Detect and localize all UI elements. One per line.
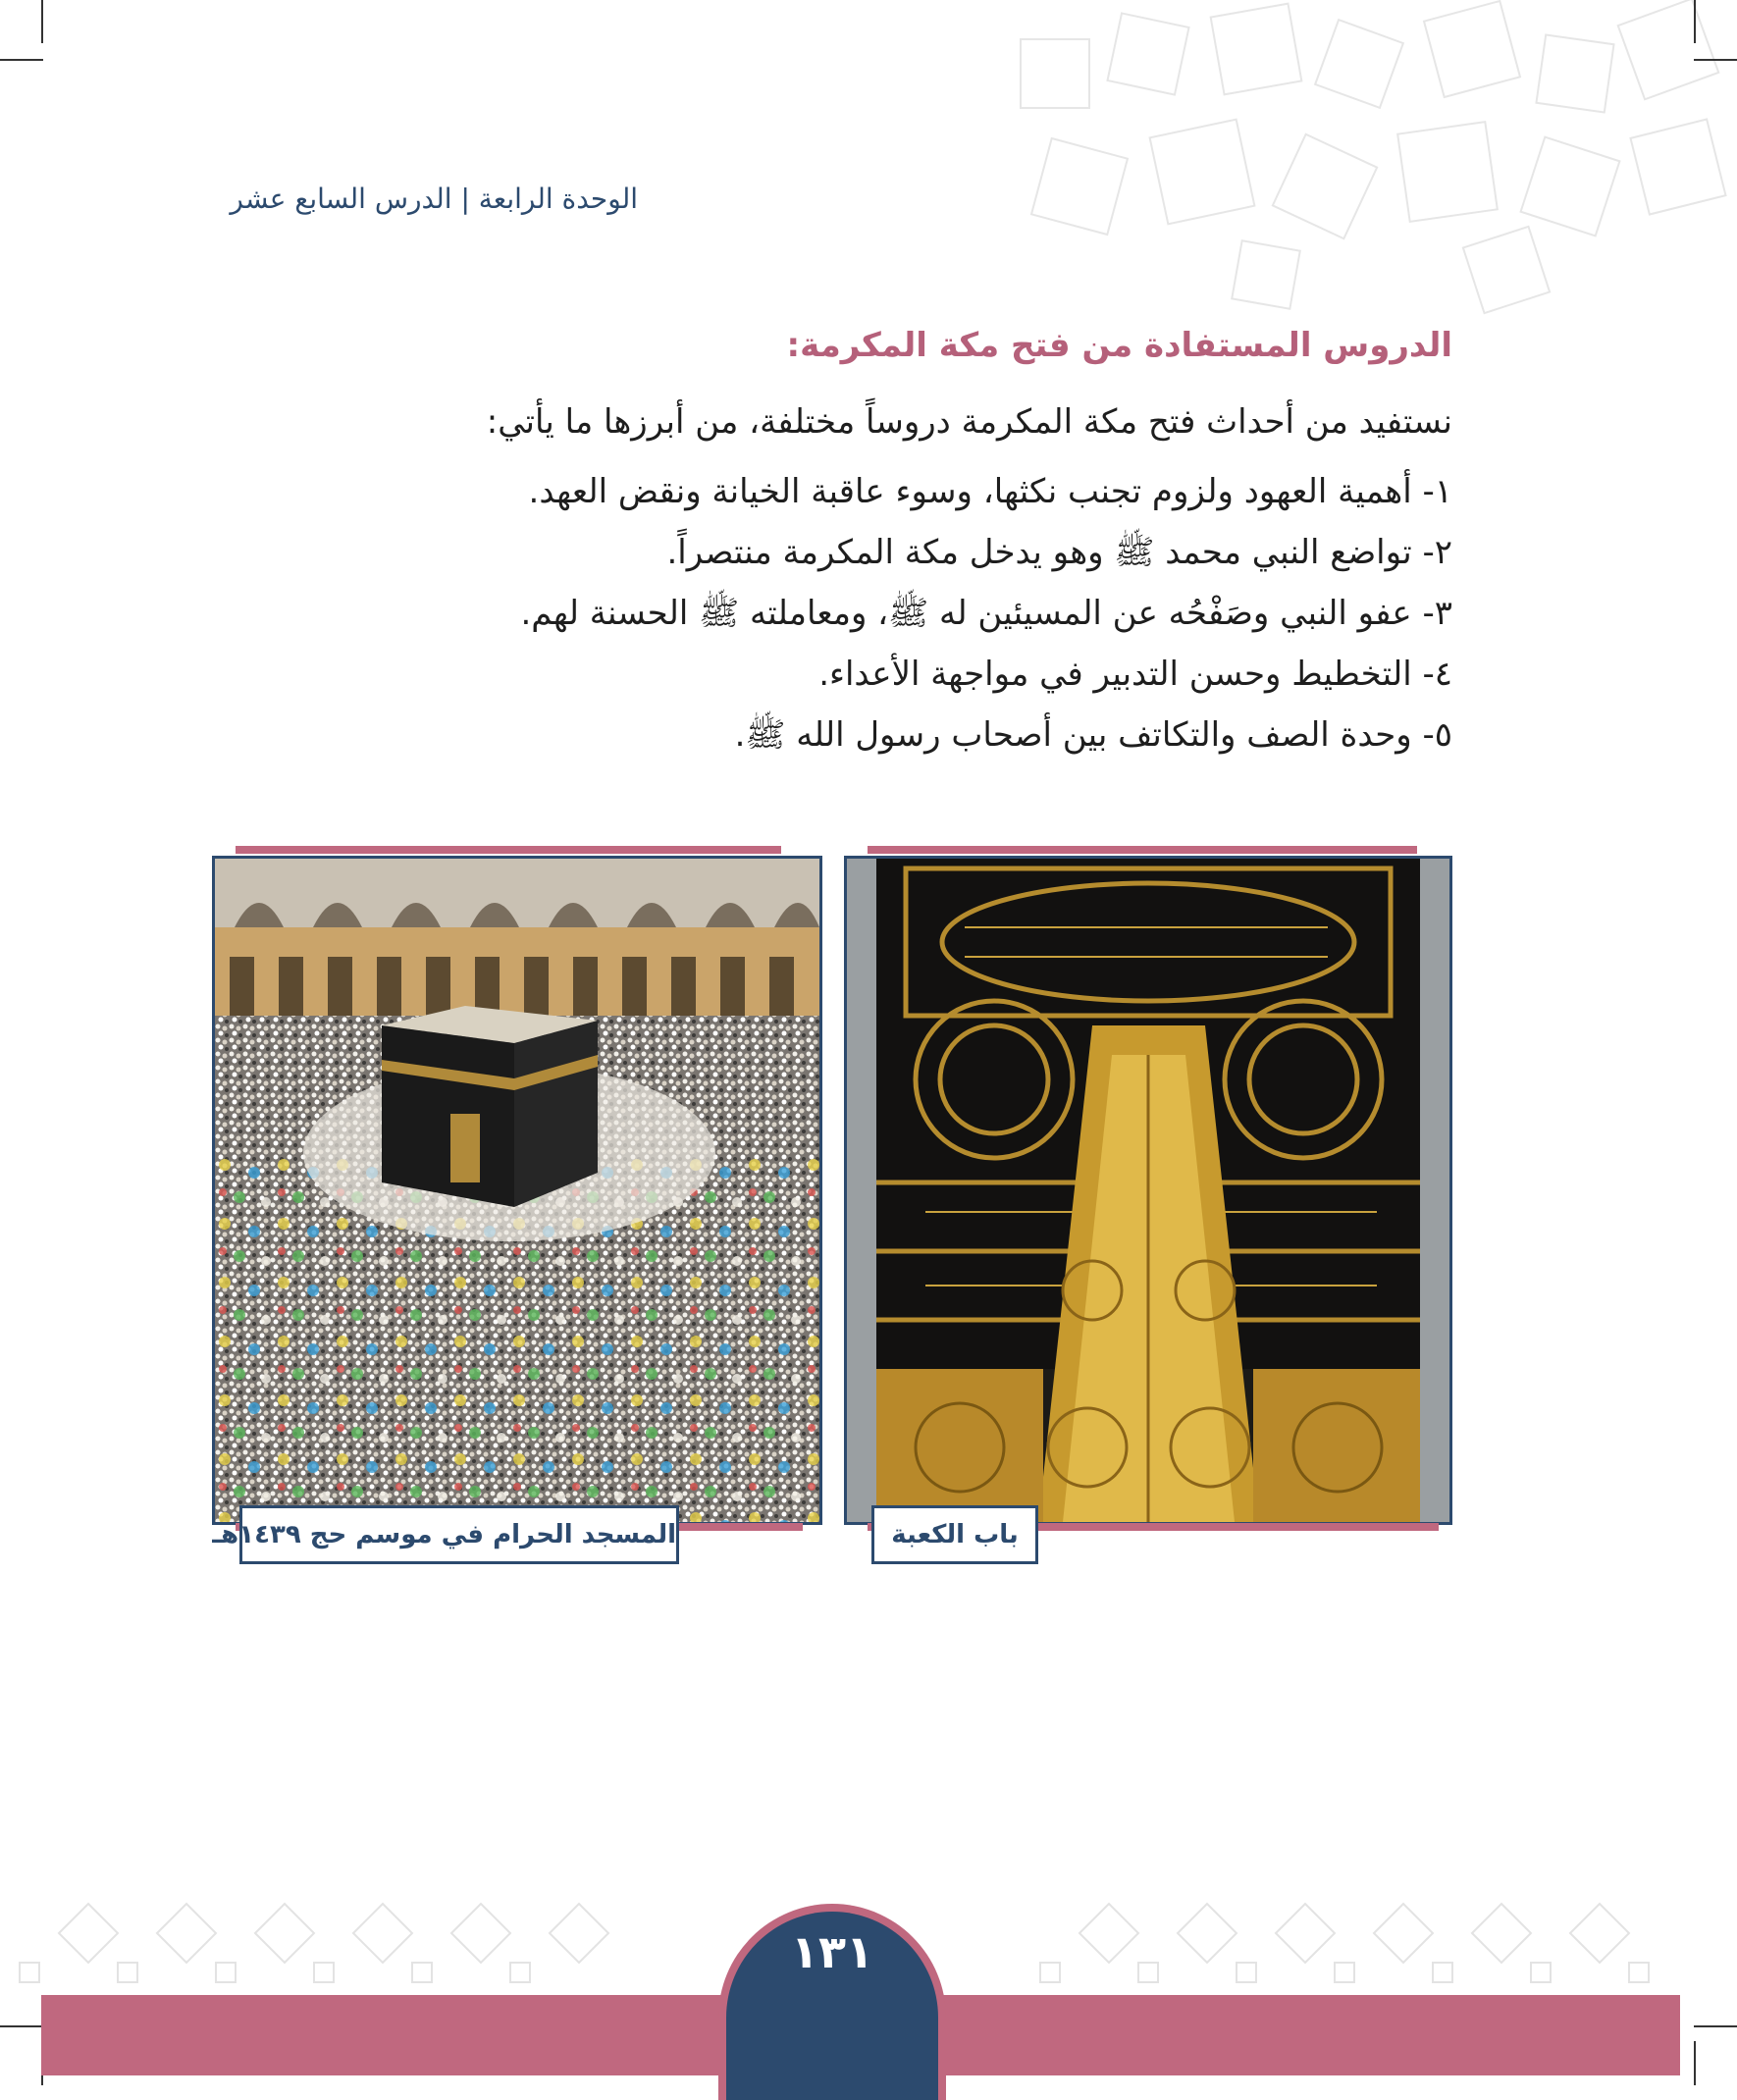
crop-mark — [1694, 0, 1696, 43]
section-title: الدروس المستفادة من فتح مكة المكرمة: — [786, 326, 1452, 365]
header-separator: | — [460, 183, 470, 215]
intro-paragraph: نستفيد من أحداث فتح مكة المكرمة دروساً مختلفة، من أبرزها ما يأتي: — [486, 402, 1452, 442]
photo-accent-bar — [868, 846, 1417, 854]
list-item: ٤- التخطيط وحسن التدبير في مواجهة الأعداء. — [818, 655, 1452, 694]
kaaba-door-illustration — [847, 859, 1449, 1522]
list-item: ٢- تواضع النبي محمد ﷺ وهو يدخل مكة المكرمة منتصراً. — [666, 533, 1452, 572]
list-item: ١- أهمية العهود ولزوم تجنب نكثها، وسوء عاقبة الخيانة ونقض العهد. — [528, 472, 1452, 511]
crop-mark — [0, 2025, 43, 2027]
kaaba-door-caption: باب الكعبة — [871, 1505, 1038, 1564]
crop-mark — [41, 0, 43, 43]
kaaba-door-photo — [844, 856, 1452, 1525]
page-number: ١٣١ — [790, 1925, 874, 1978]
crop-mark — [1694, 2041, 1696, 2085]
list-item: ٥- وحدة الصف والتكاتف بين أصحاب رسول الله ﷺ. — [734, 715, 1452, 755]
masjid-haram-photo — [212, 856, 822, 1525]
crop-mark — [1694, 2025, 1737, 2027]
lesson-label: الدرس السابع عشر — [230, 183, 452, 215]
crop-mark — [1694, 59, 1737, 61]
photo-accent-bar — [236, 846, 781, 854]
list-item: ٣- عفو النبي وصَفْحُه عن المسيئين له ﷺ، ومعاملته ﷺ الحسنة لهم. — [520, 594, 1452, 633]
masjid-haram-illustration — [215, 859, 819, 1522]
running-header — [230, 183, 638, 215]
masjid-haram-caption: المسجد الحرام في موسم حج ١٤٣٩هـ — [239, 1505, 679, 1564]
lessons-list — [520, 461, 1452, 765]
unit-label: الوحدة الرابعة — [478, 183, 638, 215]
decorative-pattern-top — [981, 0, 1737, 324]
crop-mark — [0, 59, 43, 61]
